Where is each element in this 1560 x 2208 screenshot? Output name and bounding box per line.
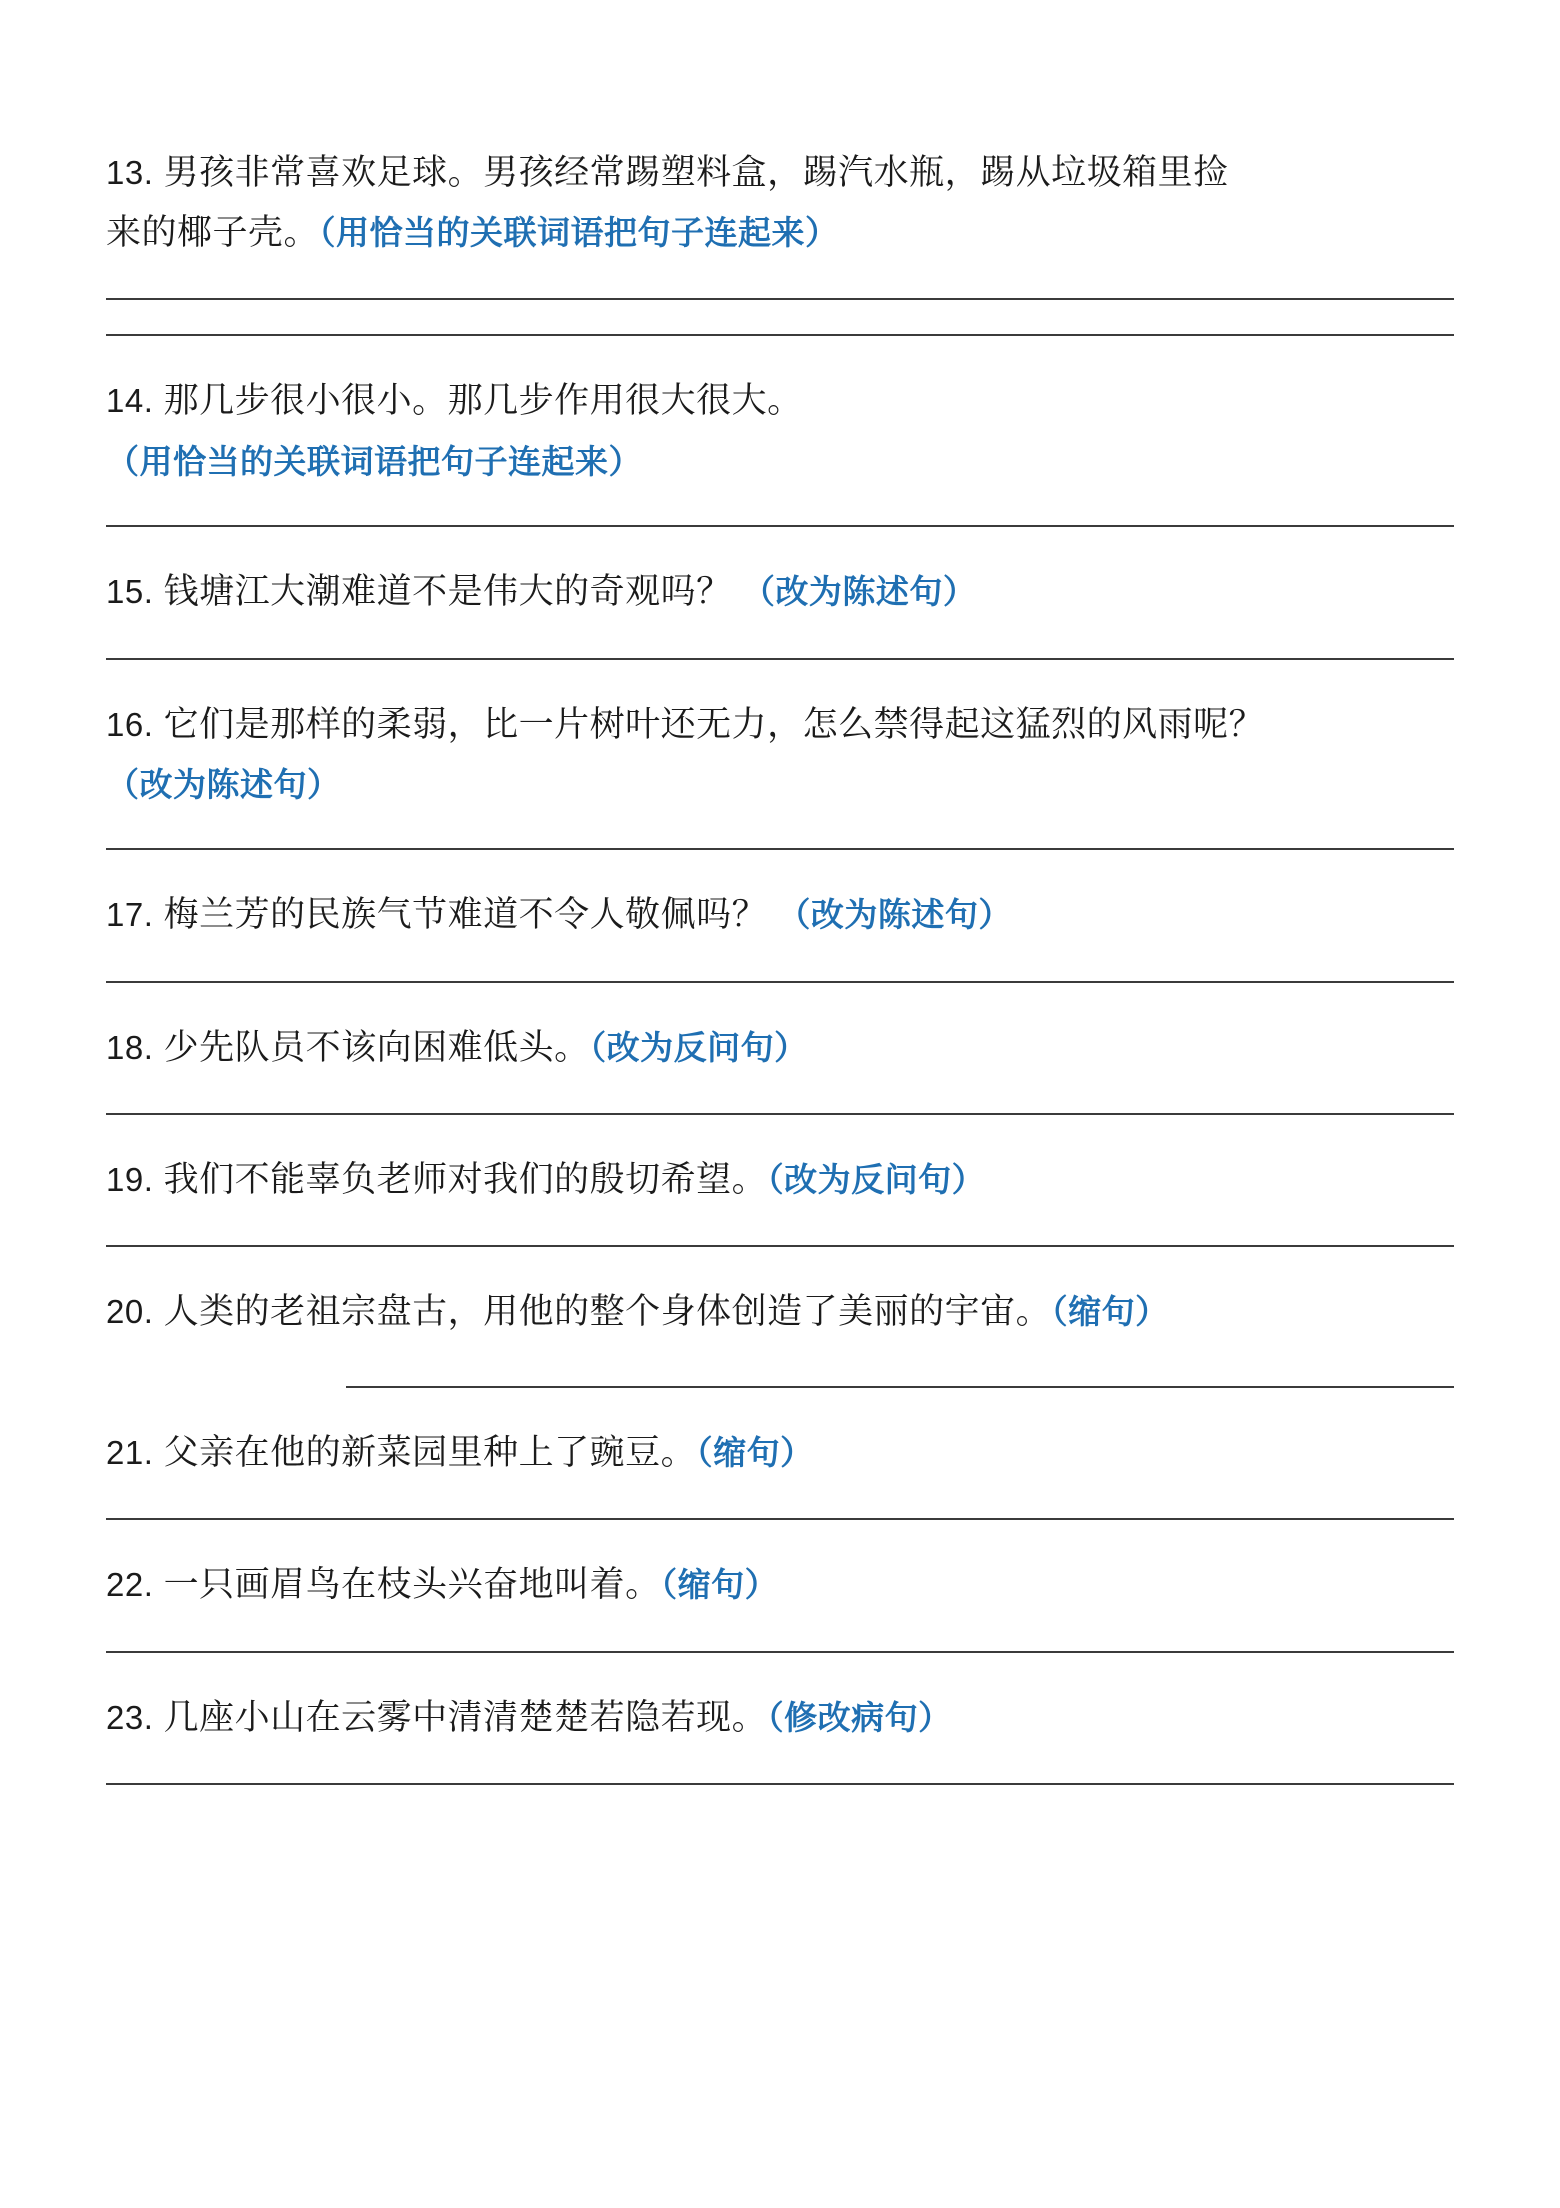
question-19-line1: 我们不能辜负老师对我们的殷切希望。 — [163, 1159, 768, 1199]
question-20-hint: （缩句） — [1051, 1293, 1169, 1330]
question-item-15 — [106, 562, 1454, 622]
answer-line — [106, 525, 1454, 527]
question-17-hint: （改为陈述句） — [777, 896, 1012, 934]
question-20-number: 20. — [106, 1293, 154, 1330]
question-20-line1: 人类的老祖宗盘古，用他的整个身体创造了美丽的宇宙。 — [163, 1292, 1052, 1331]
answer-line — [106, 298, 1454, 300]
answer-line — [106, 1518, 1454, 1520]
question-23-line1: 几座小山在云雾中清清楚楚若隐若现。 — [163, 1697, 768, 1737]
question-13-hint: （用恰当的关联词语把句子连起来） — [319, 214, 839, 252]
question-13-number: 13. — [106, 154, 154, 191]
question-15-number: 15. — [106, 573, 154, 611]
question-item-17 — [106, 885, 1454, 945]
answer-line — [106, 1783, 1454, 1785]
question-23-hint: （修改病句） — [767, 1698, 952, 1736]
question-18-text — [106, 1018, 1454, 1078]
question-16-line1: 它们是那样的柔弱，比一片树叶还无力，怎么禁得起这猛烈的风雨呢？ — [163, 704, 1265, 744]
question-21-hint: （缩句） — [696, 1434, 814, 1472]
question-22-number: 22. — [106, 1566, 154, 1604]
question-15-line1: 钱塘江大潮难道不是伟大的奇观吗？ — [163, 572, 732, 612]
question-14-text — [106, 371, 1454, 490]
question-13-line2: 来的椰子壳。 — [106, 213, 320, 253]
question-15-text — [106, 562, 1454, 622]
question-21-line1: 父亲在他的新菜园里种上了豌豆。 — [163, 1433, 697, 1473]
question-item-14 — [106, 371, 1454, 490]
answer-line — [106, 981, 1454, 983]
question-22-line1: 一只画眉鸟在枝头兴奋地叫着。 — [163, 1565, 661, 1605]
question-item-21 — [106, 1423, 1454, 1483]
question-20-text — [106, 1282, 1454, 1342]
question-22-hint: （缩句） — [660, 1566, 779, 1604]
question-item-23 — [106, 1688, 1454, 1748]
question-17-text — [106, 885, 1454, 945]
question-item-19 — [106, 1150, 1454, 1210]
question-16-hint: （改为陈述句） — [106, 765, 341, 803]
answer-line — [106, 334, 1454, 336]
question-23-text — [106, 1688, 1454, 1748]
question-17-line1: 梅兰芳的民族气节难道不令人敬佩吗？ — [163, 895, 768, 935]
question-16-number: 16. — [106, 705, 154, 743]
question-18-number: 18. — [106, 1028, 154, 1066]
answer-line — [106, 1651, 1454, 1653]
question-17-number: 17. — [106, 896, 154, 934]
question-21-number: 21. — [106, 1434, 154, 1472]
question-item-13 — [106, 143, 1454, 263]
question-item-16 — [106, 695, 1454, 814]
question-21-text — [106, 1423, 1454, 1483]
question-16-text — [106, 695, 1454, 814]
question-14-hint: （用恰当的关联词语把句子连起来） — [106, 442, 642, 480]
answer-line — [106, 848, 1454, 850]
question-22-text — [106, 1555, 1454, 1615]
question-19-number: 19. — [106, 1160, 154, 1198]
question-18-hint: （改为反问句） — [589, 1028, 808, 1066]
question-item-20 — [106, 1282, 1454, 1342]
question-18-line1: 少先队员不该向困难低头。 — [163, 1027, 590, 1067]
question-14-line1: 那几步很小很小。那几步作用很大很大。 — [163, 381, 803, 421]
answer-line — [106, 1245, 1454, 1247]
question-23-number: 23. — [106, 1698, 154, 1736]
question-item-22 — [106, 1555, 1454, 1615]
question-13-text — [106, 143, 1454, 263]
answer-line — [106, 658, 1454, 660]
question-19-hint: （改为反问句） — [767, 1160, 986, 1198]
answer-line — [106, 1113, 1454, 1115]
answer-line-short — [346, 1386, 1454, 1388]
question-item-18 — [106, 1018, 1454, 1078]
question-14-number: 14. — [106, 382, 154, 420]
question-19-text — [106, 1150, 1454, 1210]
question-13-line1: 男孩非常喜欢足球。男孩经常踢塑料盒，踢汽水瓶，踢从垃圾箱里捡 — [163, 153, 1229, 192]
question-15-hint: （改为陈述句） — [741, 573, 977, 611]
